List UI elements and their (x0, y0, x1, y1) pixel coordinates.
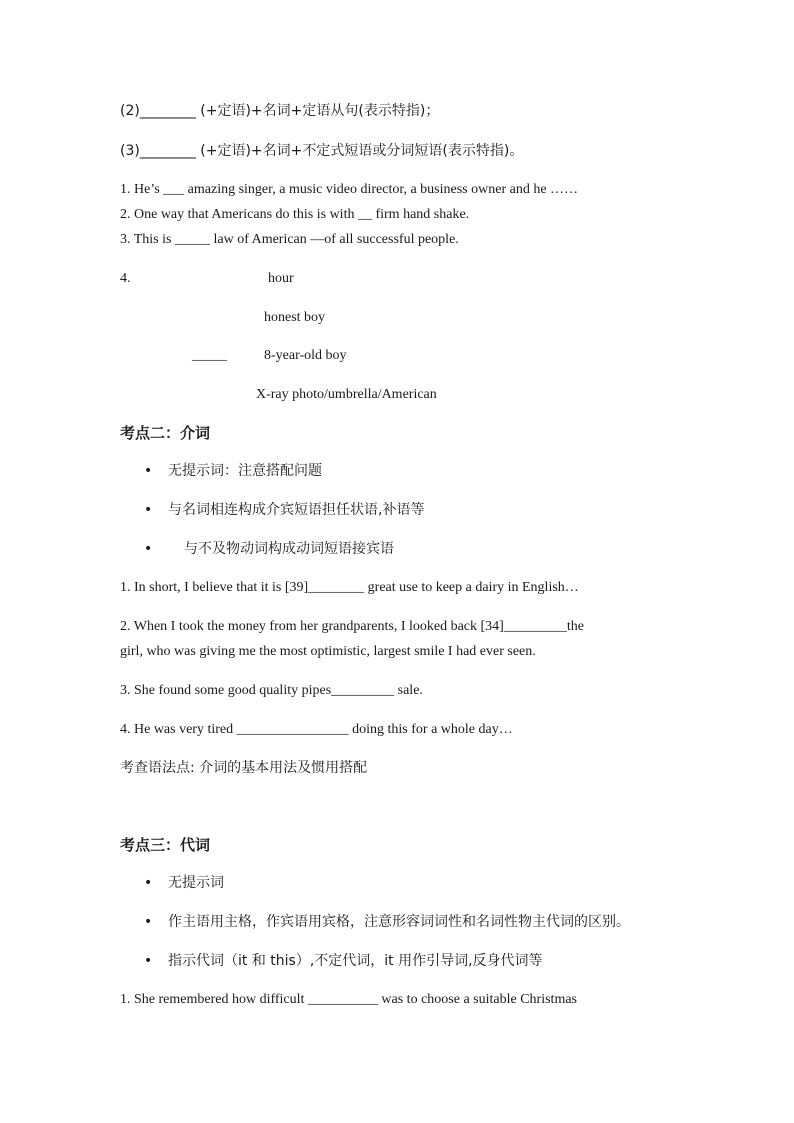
section-2-exercise-1: 1. In short, I believe that it is [39]________ great use to keep a dairy in English… (120, 580, 579, 595)
exercise-1: 1. He’s ___ amazing singer, a music video director, a business owner and he …… (120, 182, 579, 197)
bullet-text: 作主语用主格，作宾语用宾格，注意形容词词性和名词性物主代词的区别。 (168, 914, 630, 930)
section-2-exercise-2-line-1: 2. When I took the money from her grandparents, I looked back [34]_________the (120, 619, 584, 634)
bullet-text: 与名词相连构成介宾短语担任状语,补语等 (168, 502, 425, 518)
exercise-2: 2. One way that Americans do this is with __ firm hand shake. (120, 207, 470, 222)
section-3-heading: 考点三：代词 (120, 836, 211, 854)
section-2-exercise-4: 4. He was very tired ________________ doing this for a whole day… (120, 722, 513, 737)
bullet-text: 无提示词 (168, 875, 224, 891)
section-3-exercise-1: 1. She remembered how difficult __________ was to choose a suitable Christmas (120, 992, 577, 1007)
exercise-4-number: 4. (120, 271, 131, 286)
exercise-4-item-8-year-old-boy: 8-year-old boy (264, 348, 347, 363)
rule-line-3: (3)________ (+定语)+名词+不定式短语或分词短语(表示特指)。 (120, 143, 524, 159)
section-2-exercise-2-line-2: girl, who was giving me the most optimistic, largest smile I had ever seen. (120, 644, 536, 659)
bullet-icon: • (144, 502, 153, 518)
section-2-bullet-2 (144, 501, 425, 519)
rule-line-2: (2)________ (+定语)+名词+定语从句(表示特指)； (120, 103, 440, 119)
section-2-heading: 考点二：介词 (120, 424, 211, 442)
exercise-4-item-hour: hour (268, 271, 294, 286)
exercise-4-blank: _____ (192, 348, 227, 363)
exercise-3: 3. This is _____ law of American —of all successful people. (120, 232, 459, 247)
bullet-text: 无提示词：注意搭配问题 (168, 463, 322, 479)
section-2-bullet-1 (144, 462, 322, 480)
section-3-bullet-2 (144, 913, 630, 931)
exercise-4-item-honest-boy: honest boy (264, 310, 326, 325)
section-2-exercise-3: 3. She found some good quality pipes_________ sale. (120, 683, 423, 698)
bullet-icon: • (144, 875, 153, 891)
section-2-bullet-3 (144, 540, 394, 558)
bullet-icon: • (144, 463, 153, 479)
exercise-4-item-x-ray: X-ray photo/umbrella/American (256, 387, 437, 402)
bullet-icon: • (144, 541, 153, 557)
bullet-text: 与不及物动词构成动词短语接宾语 (184, 541, 394, 557)
section-3-bullet-1 (144, 874, 224, 892)
bullet-icon: • (144, 914, 153, 930)
bullet-text: 指示代词（it 和 this）,不定代词，it 用作引导词,反身代词等 (168, 953, 543, 969)
section-3-bullet-3 (144, 952, 543, 970)
bullet-icon: • (144, 953, 153, 969)
section-2-grammar-point: 考查语法点: 介词的基本用法及惯用搭配 (120, 760, 368, 776)
